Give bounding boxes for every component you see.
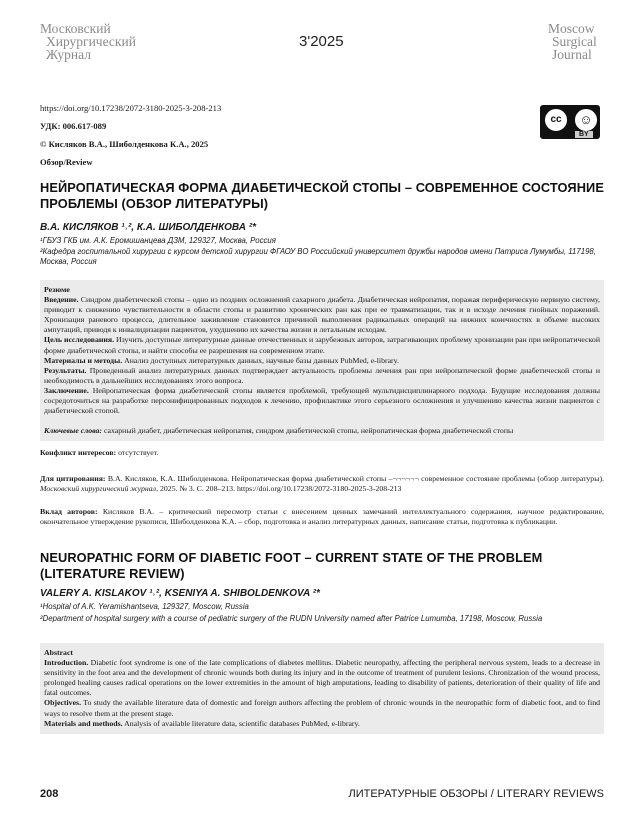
cite-text: В.А. Кисляков, К.А. Шиболденкова. Нейропатическая форма диабетической стопы –¬¬¬¬¬¬ современное состояние проблемы (обзор литературы).	[107, 474, 604, 483]
contrib-text: Кисляков В.А. – критический пересмотр статьи с внесением ценных замечаний интеллектуального содержания, научное редактирование, окончательное утверждение рукописи, Шиболденкова К.А. – сбор, подготовка и анализ литературных данных, написание статьи, подготовка к публикации.	[40, 507, 604, 527]
results-label-ru: Результаты.	[44, 365, 87, 375]
intro-label-ru: Введение.	[44, 295, 79, 305]
conclusion-label-ru: Заключение.	[44, 385, 89, 395]
page-number: 208	[40, 788, 59, 800]
cc-license-badge[interactable]	[540, 105, 600, 139]
journal-logo-en	[548, 22, 618, 61]
affiliation-ru-2: ²Кафедра госпитальной хирургии с курсом детской хирургии ФГАОУ ВО Российский университет дружбы народов имени Патриса Лумумбы, 117198, Москва, Россия	[40, 247, 596, 266]
intro-label-en: Introduction.	[44, 658, 89, 668]
affiliation-ru-1: ¹ГБУЗ ГКБ им. А.К. Еромишанцева ДЗМ, 129327, Москва, Россия	[40, 236, 276, 245]
journal-logo-ru	[40, 22, 150, 61]
logo-en-line-3: Journal	[552, 47, 592, 62]
by-label: BY	[575, 131, 593, 138]
methods-label-en: Materials and methods.	[44, 718, 123, 728]
aim-label-ru: Цель исследования.	[44, 335, 115, 345]
logo-en-line-2: Surgical	[552, 34, 597, 49]
conflict-of-interest	[40, 448, 604, 458]
article-title-en: NEUROPATHIC FORM OF DIABETIC FOOT – CURRENT STATE OF THE PROBLEM (LITERATURE REVIEW)	[40, 550, 543, 581]
cite-label: Для цитирования:	[40, 474, 106, 483]
logo-ru-line-2: Хирургический	[46, 34, 136, 49]
doi-link[interactable]: https://doi.org/10.17238/2072-3180-2025-3-208-213	[40, 103, 222, 113]
abstract-ru	[40, 280, 604, 441]
intro-en: Diabetic foot syndrome is one of the late complications of diabetes mellitus. Diabetic neuropathy, affecting the peripheral nervous system, leads to a decrease in sensitivity in the foot area and the development of chronic wounds both during its injury and in the outcome of treatment of purulent lesions. Chronization of the wound process, prolonged healing causes radical operations on the lower extremities in the amount of high amputations, leading to disability of patients, deterioration of their quality of life and fatal outcomes.	[44, 658, 600, 698]
authors-en: VALERY A. KISLAKOV ¹˒², KSENIYA A. SHIBOLDENKOVA ²*	[40, 588, 320, 599]
results-ru: Проведенный анализ литературных данных подтверждает актуальность проблемы лечения ран при нейропатической форме диабетической стопы и необходимость в дальнейших исследованиях этого вопроса.	[44, 365, 600, 385]
article-type: Обзор/Review	[40, 157, 93, 167]
authors-ru: В.А. КИСЛЯКОВ ¹˒², К.А. ШИБОЛДЕНКОВА ²*	[40, 222, 256, 233]
issue-number: 3'2025	[299, 33, 344, 50]
obj-en: To study the available literature data of domestic and foreign authors affecting the problem of chronic wounds in the neuropathic form of diabetic foot, and to find ways to resolve them at the present stage.	[44, 698, 600, 718]
cc-icon: cc	[543, 107, 569, 133]
methods-label-ru: Материалы и методы.	[44, 355, 123, 365]
conflict-label: Конфликт интересов:	[40, 448, 117, 457]
section-name: ЛИТЕРАТУРНЫЕ ОБЗОРЫ / LITERARY REVIEWS	[348, 788, 604, 800]
cite-tail: 2025. № 3. С. 208–213. https://doi.org/10.17238/2072-3180-2025-3-208-213	[160, 484, 402, 494]
copyright: © Кисляков В.А., Шиболденкова К.А., 2025	[40, 139, 209, 149]
author-contribution	[40, 507, 604, 527]
aim-ru: Изучить доступные литературные данные отечественных и зарубежных авторов, затрагивающих проблему хронизации ран при нейропатической форме диабетической стопы, и найти способы ее разрешения на современном этапе.	[44, 335, 600, 355]
conclusion-ru: Нейропатическая форма диабетической стопы является проблемой, требующей мультидисциплинарного подхода. Будущие исследования должны сосредоточиться на разработке персонифицированных подходов к лечению, профилактике этого серьезного осложнения и улучшению качества жизни пациентов с диабетической стопой.	[44, 385, 600, 416]
affiliation-en-1: ¹Hospital of A.K. Yeramishantseva, 129327, Moscow, Russia	[40, 602, 249, 611]
keywords-ru: сахарный диабет, диабетическая нейропатия, синдром диабетической стопы, нейропатическая форма диабетической стопы	[103, 426, 514, 436]
keywords-label-ru: Ключевые слова:	[44, 426, 103, 436]
logo-en-line-1: Moscow	[548, 21, 595, 36]
intro-ru: Синдром диабетической стопы – одно из поздних осложнений сахарного диабета. Диабетическая нейропатия, поражая периферическую нервную систему, приводит к снижению чувствительности в области стопы и развитию хронических ран как при ее травматизации, так и в исходе лечения гнойных поражений. Хронизация раневого процесса, длительное заживление становится причиной выполнения радикальных операций на нижних конечностях в объеме высоких ампутаций, приводя к инвалидизации пациентов, ухудшению их качества жизни и летальным исходам.	[44, 295, 600, 335]
abstract-en	[40, 643, 604, 734]
citation	[40, 474, 604, 494]
person-icon: ☺	[573, 107, 599, 133]
methods-ru: Анализ доступных литературных данных, научные базы данных PubMed, e-library.	[124, 355, 399, 365]
conflict-text: отсутствует.	[118, 448, 159, 457]
logo-ru-line-1: Московский	[40, 21, 111, 36]
abstract-heading-en: Abstract	[44, 648, 74, 657]
article-title-ru: НЕЙРОПАТИЧЕСКАЯ ФОРМА ДИАБЕТИЧЕСКОЙ СТОПЫ – СОВРЕМЕННОЕ СОСТОЯНИЕ ПРОБЛЕМЫ (ОБЗОР ЛИТЕРАТУРЫ)	[40, 180, 604, 211]
cite-journal: Московский хирургический журнал,	[40, 484, 159, 494]
udk: УДК: 006.617-089	[40, 121, 107, 131]
abstract-heading-ru: Резюме	[44, 285, 70, 294]
methods-en: Analysis of available literature data, scientific databases PubMed, e-library.	[124, 718, 360, 728]
contrib-label: Вклад авторов:	[40, 507, 98, 516]
affiliation-en-2: ²Department of hospital surgery with a course of pediatric surgery of the RUDN University named after Patrice Lumumba, 17198, Moscow, Russia	[40, 614, 543, 623]
obj-label-en: Objectives.	[44, 698, 82, 708]
logo-ru-line-3: Журнал	[46, 47, 92, 62]
